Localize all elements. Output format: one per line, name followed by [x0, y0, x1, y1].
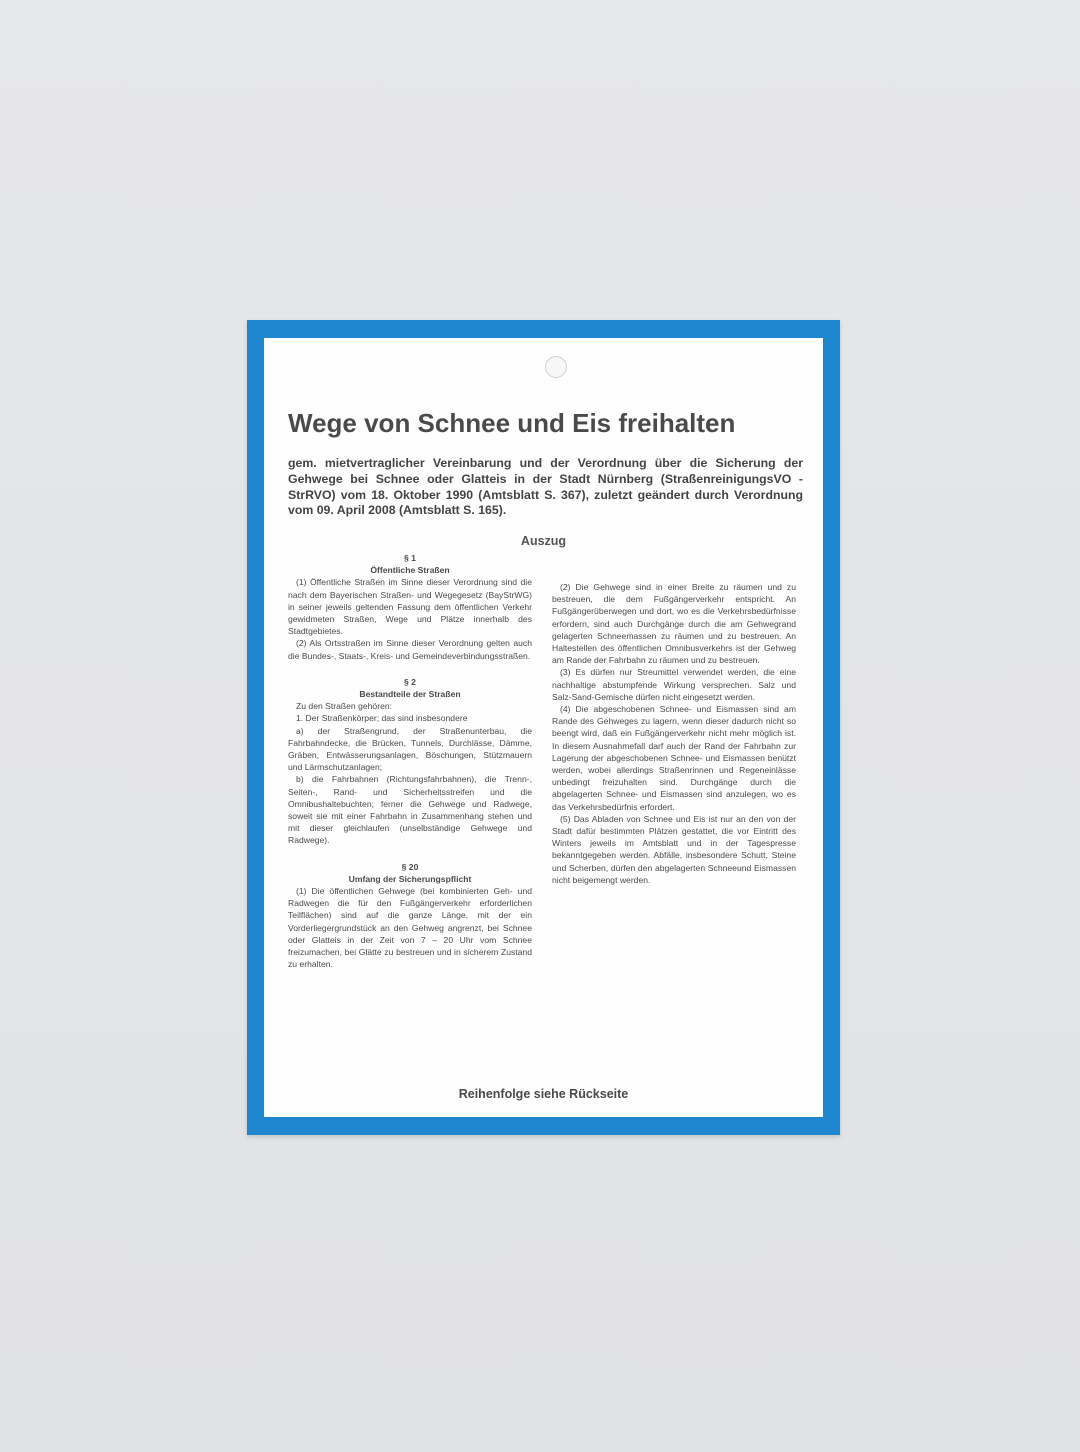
section-paragraph: (4) Die abgeschobenen Schnee- und Eismassen sind am Rande des Gehweges zu lagern, wenn dieser dadurch nicht so beengt wird, daß ein Fußgängerverkehr nicht mehr möglich ist. In diesem Ausnahmefall darf auch der Rand der Fahrbahn zur Lagerung der abgeschobenen Schnee- und Eismassen benützt werden, wobei allerdings Straßenrinnen und Regeneinlässe unbedingt freizuhalten sind. Durchgänge durch die abgelagerten Schnee- und Eismassen sind anzulegen, wo es das Verkehrsbedürfnis erfordert.: [552, 704, 796, 812]
section-number: § 2: [404, 676, 416, 687]
section-number: § 1: [404, 553, 416, 563]
section-heading: Öffentliche Straßen: [370, 565, 450, 576]
sign-footer: Reihenfolge siehe Rückseite: [458, 1087, 629, 1101]
section-number: § 20: [401, 861, 419, 872]
section-paragraph: (5) Das Abladen von Schnee und Eis ist nur an den von der Stadt dafür bestimmten Plätzen gestattet, die vor Eintritt des Winters jeweils im Amtsblatt und in der Tagespresse bekanntgegeben werden. Abfälle, insbesondere Schutt, Steine und Scherben, dürfen den abgelagerten Schneeund Eismassen nicht beigemengt werden.: [552, 813, 796, 885]
right-column: [552, 581, 796, 886]
sign-subtitle: gem. mietvertraglicher Vereinbarung und der Verordnung über die Sicherung der Gehwege bei Schnee oder Glatteis in der Stadt Nürnberg (StraßenreinigungsVO - StrRVO) vom 18. Oktober 1990 (Amtsblatt S. 367), zuletzt geändert durch Verordnung vom 09. April 2008 (Amtsblatt S. 165).: [288, 456, 803, 518]
section-heading: Umfang der Sicherungspflicht: [348, 873, 472, 884]
section-paragraph: (1) Öffentliche Straßen im Sinne dieser Verordnung sind die nach dem Bayerischen Straßen- und Wegegesetz (BayStrWG) in seiner jeweils geltenden Fassung dem öffentlichen Verkehr gewidmeten Straßen, Wege und Plätze innerhalb des Stadtgebietes.: [288, 577, 532, 637]
left-column: [288, 552, 532, 971]
sign-paper: [264, 338, 823, 1117]
sign-card: [247, 320, 840, 1135]
hanging-hole: [545, 356, 567, 378]
section-paragraph: (2) Die Gehwege sind in einer Breite zu räumen und zu bestreuen, die dem Fußgängerverkehr entspricht. An Fußgängerüberwegen und dort, wo es die Verkehrsbedürfnisse erfordern, sind auch Durchgänge durch die am Gehwegrand gelagerten Schneemassen zu räumen und zu bestreuen. An Haltestellen des öffentlichen Omnibusverkehrs ist der Gehweg am Rande der Fahrbahn zu räumen und zu bestreuen.: [552, 582, 796, 666]
section-paragraph: b) die Fahrbahnen (Richtungsfahrbahnen), die Trenn-, Seiten-, Rand- und Sicherheitsstreifen und die Omnibushaltebuchten; ferner die Gehwege und Radwege, soweit sie mit einer Fahrbahn in Zusammenhang stehen und mit dieser gleichlaufen (unselbständige Gehwege und Radwege).: [288, 774, 532, 846]
section-paragraph: (2) Als Ortsstraßen im Sinne dieser Verordnung gelten auch die Bundes-, Staats-, Kreis- und Gemeindeverbindungsstraßen.: [288, 638, 532, 661]
section-paragraph: Zu den Straßen gehören:: [296, 701, 393, 712]
section-paragraph: (3) Es dürfen nur Streumittel verwendet werden, die eine nachhaltige abstumpfende Wirkung versprechen. Salz und Salz-Sand-Gemische dürfen nicht eingesetzt werden.: [552, 667, 796, 702]
sign-title: Wege von Schnee und Eis freihalten: [288, 408, 736, 438]
section-heading: Bestandteile der Straßen: [359, 689, 461, 700]
section-paragraph: a) der Straßengrund, der Straßenunterbau, die Fahrbahndecke, die Brücken, Tunnels, Durchlässe, Dämme, Gräben, Entwässerungsanlagen, Böschungen, Stützmauern und Lärmschutzanlagen;: [288, 725, 532, 773]
excerpt-label: Auszug: [520, 534, 567, 548]
section-paragraph: 1. Der Straßenkörper; das sind insbesondere: [296, 713, 468, 724]
section-paragraph: (1) Die öffentlichen Gehwege (bei kombinierten Geh- und Radwegen die für den Fußgängerverkehr erforderlichen Teilflächen) sind auf die ganze Länge, mit der ein Vorderliegergrundstück an den Gehweg angrenzt, bei Schnee oder Glatteis in der Zeit von 7 – 20 Uhr vom Schnee freizumachen, bei Glätte zu bestreuen und in sicherem Zustand zu erhalten.: [288, 886, 532, 970]
